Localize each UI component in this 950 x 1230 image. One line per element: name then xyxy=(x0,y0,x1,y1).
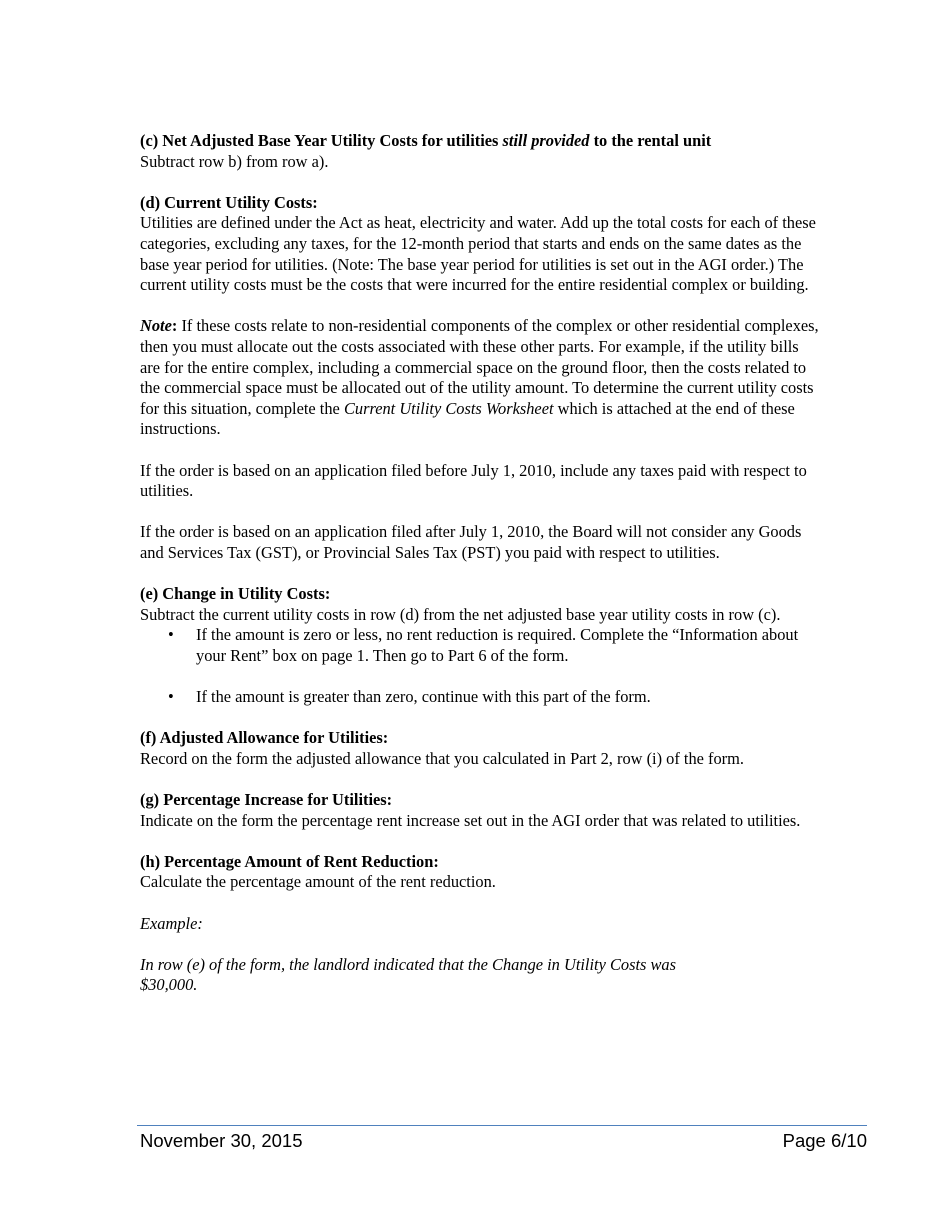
section-h-body: Calculate the percentage amount of the rent reduction. xyxy=(140,872,496,892)
note-body-before: If these costs relate to non-residential components of the complex or other residential complexes, then you must allocate out the costs associated with these other parts. For example, if the utility bills are for the entire complex, including a commercial space on the ground floor, then the costs related to the commercial space must be allocated out of the utility amount. To determine the current utility costs for this situation, complete the xyxy=(140,316,819,418)
section-f xyxy=(140,728,820,769)
example-text-paragraph xyxy=(140,955,820,996)
section-e-body: Subtract the current utility costs in row (d) from the net adjusted base year utility costs in row (c). xyxy=(140,604,781,624)
section-c-heading: (c) Net Adjusted Base Year Utility Costs for utilities still provided to the rental unit xyxy=(140,131,712,150)
example-label-paragraph xyxy=(140,914,820,935)
list-item: • If the amount is zero or less, no rent reduction is required. Complete the “Information about your Rent” box on page 1. Then go to Part 6 of the form. xyxy=(168,625,799,665)
footer-page-number: Page 6/10 xyxy=(782,1130,867,1151)
page-footer xyxy=(140,1130,867,1152)
note-label: Note xyxy=(140,316,172,336)
footer-date: November 30, 2015 xyxy=(140,1130,303,1151)
section-e-heading: (e) Change in Utility Costs: xyxy=(140,584,331,604)
section-f-heading: (f) Adjusted Allowance for Utilities: xyxy=(140,728,389,748)
section-h xyxy=(140,852,820,893)
section-e-bullet-list xyxy=(140,625,820,707)
tax-before-paragraph: If the order is based on an application filed before July 1, 2010, include any taxes paid with respect to utilities. xyxy=(140,460,807,501)
section-g-heading: (g) Percentage Increase for Utilities: xyxy=(140,790,393,809)
list-item: • If the amount is greater than zero, continue with this part of the form. xyxy=(168,687,651,707)
section-d xyxy=(140,193,820,296)
note-body-after: which is attached at the end of these instructions. xyxy=(140,398,795,439)
section-d-heading: (d) Current Utility Costs: xyxy=(140,192,318,212)
section-c-body: Subtract row b) from row a). xyxy=(140,151,329,171)
example-label: Example: xyxy=(140,913,203,933)
tax-after-paragraph: If the order is based on an application filed after July 1, 2010, the Board will not consider any Goods and Services Tax (GST), or Provincial Sales Tax (PST) you paid with respect to utilities. xyxy=(140,522,802,562)
bullet-icon: • xyxy=(168,687,174,707)
section-c-heading-italic: still provided xyxy=(502,131,590,150)
section-c xyxy=(140,131,820,172)
document-page xyxy=(140,131,820,1017)
section-f-body: Record on the form the adjusted allowance that you calculated in Part 2, row (i) of the form. xyxy=(140,748,744,768)
section-g-body: Indicate on the form the percentage rent increase set out in the AGI order that was related to utilities. xyxy=(140,810,801,830)
example-text: In row (e) of the form, the landlord indicated that the Change in Utility Costs was $30,000. xyxy=(140,954,677,995)
section-e xyxy=(140,584,820,708)
section-d-body: Utilities are defined under the Act as heat, electricity and water. Add up the total costs for each of these categories, excluding any taxes, for the 12-month period that starts and ends on the same dates as the base year period for utilities. (Note: The base year period for utilities is set out in the AGI order.) The current utility costs must be the costs that were incurred for the entire residential complex or building. xyxy=(140,213,816,295)
worksheet-reference: Current Utility Costs Worksheet xyxy=(343,398,554,418)
note-paragraph: Note: If these costs relate to non-residential components of the complex or other residential complexes, then you must allocate out the costs associated with these other parts. For example, if the utility bills are for the entire complex, including a commercial space on the ground floor, then the costs related to the commercial space must be allocated out of the utility amount. To determine the current utility costs for this situation, complete the Current Utility Costs Worksheet which is attached at the end of these instructions. xyxy=(140,316,819,439)
section-g xyxy=(140,790,820,831)
section-h-heading: (h) Percentage Amount of Rent Reduction: xyxy=(140,851,439,871)
bullet-icon: • xyxy=(168,625,174,645)
footer-divider xyxy=(137,1125,867,1126)
